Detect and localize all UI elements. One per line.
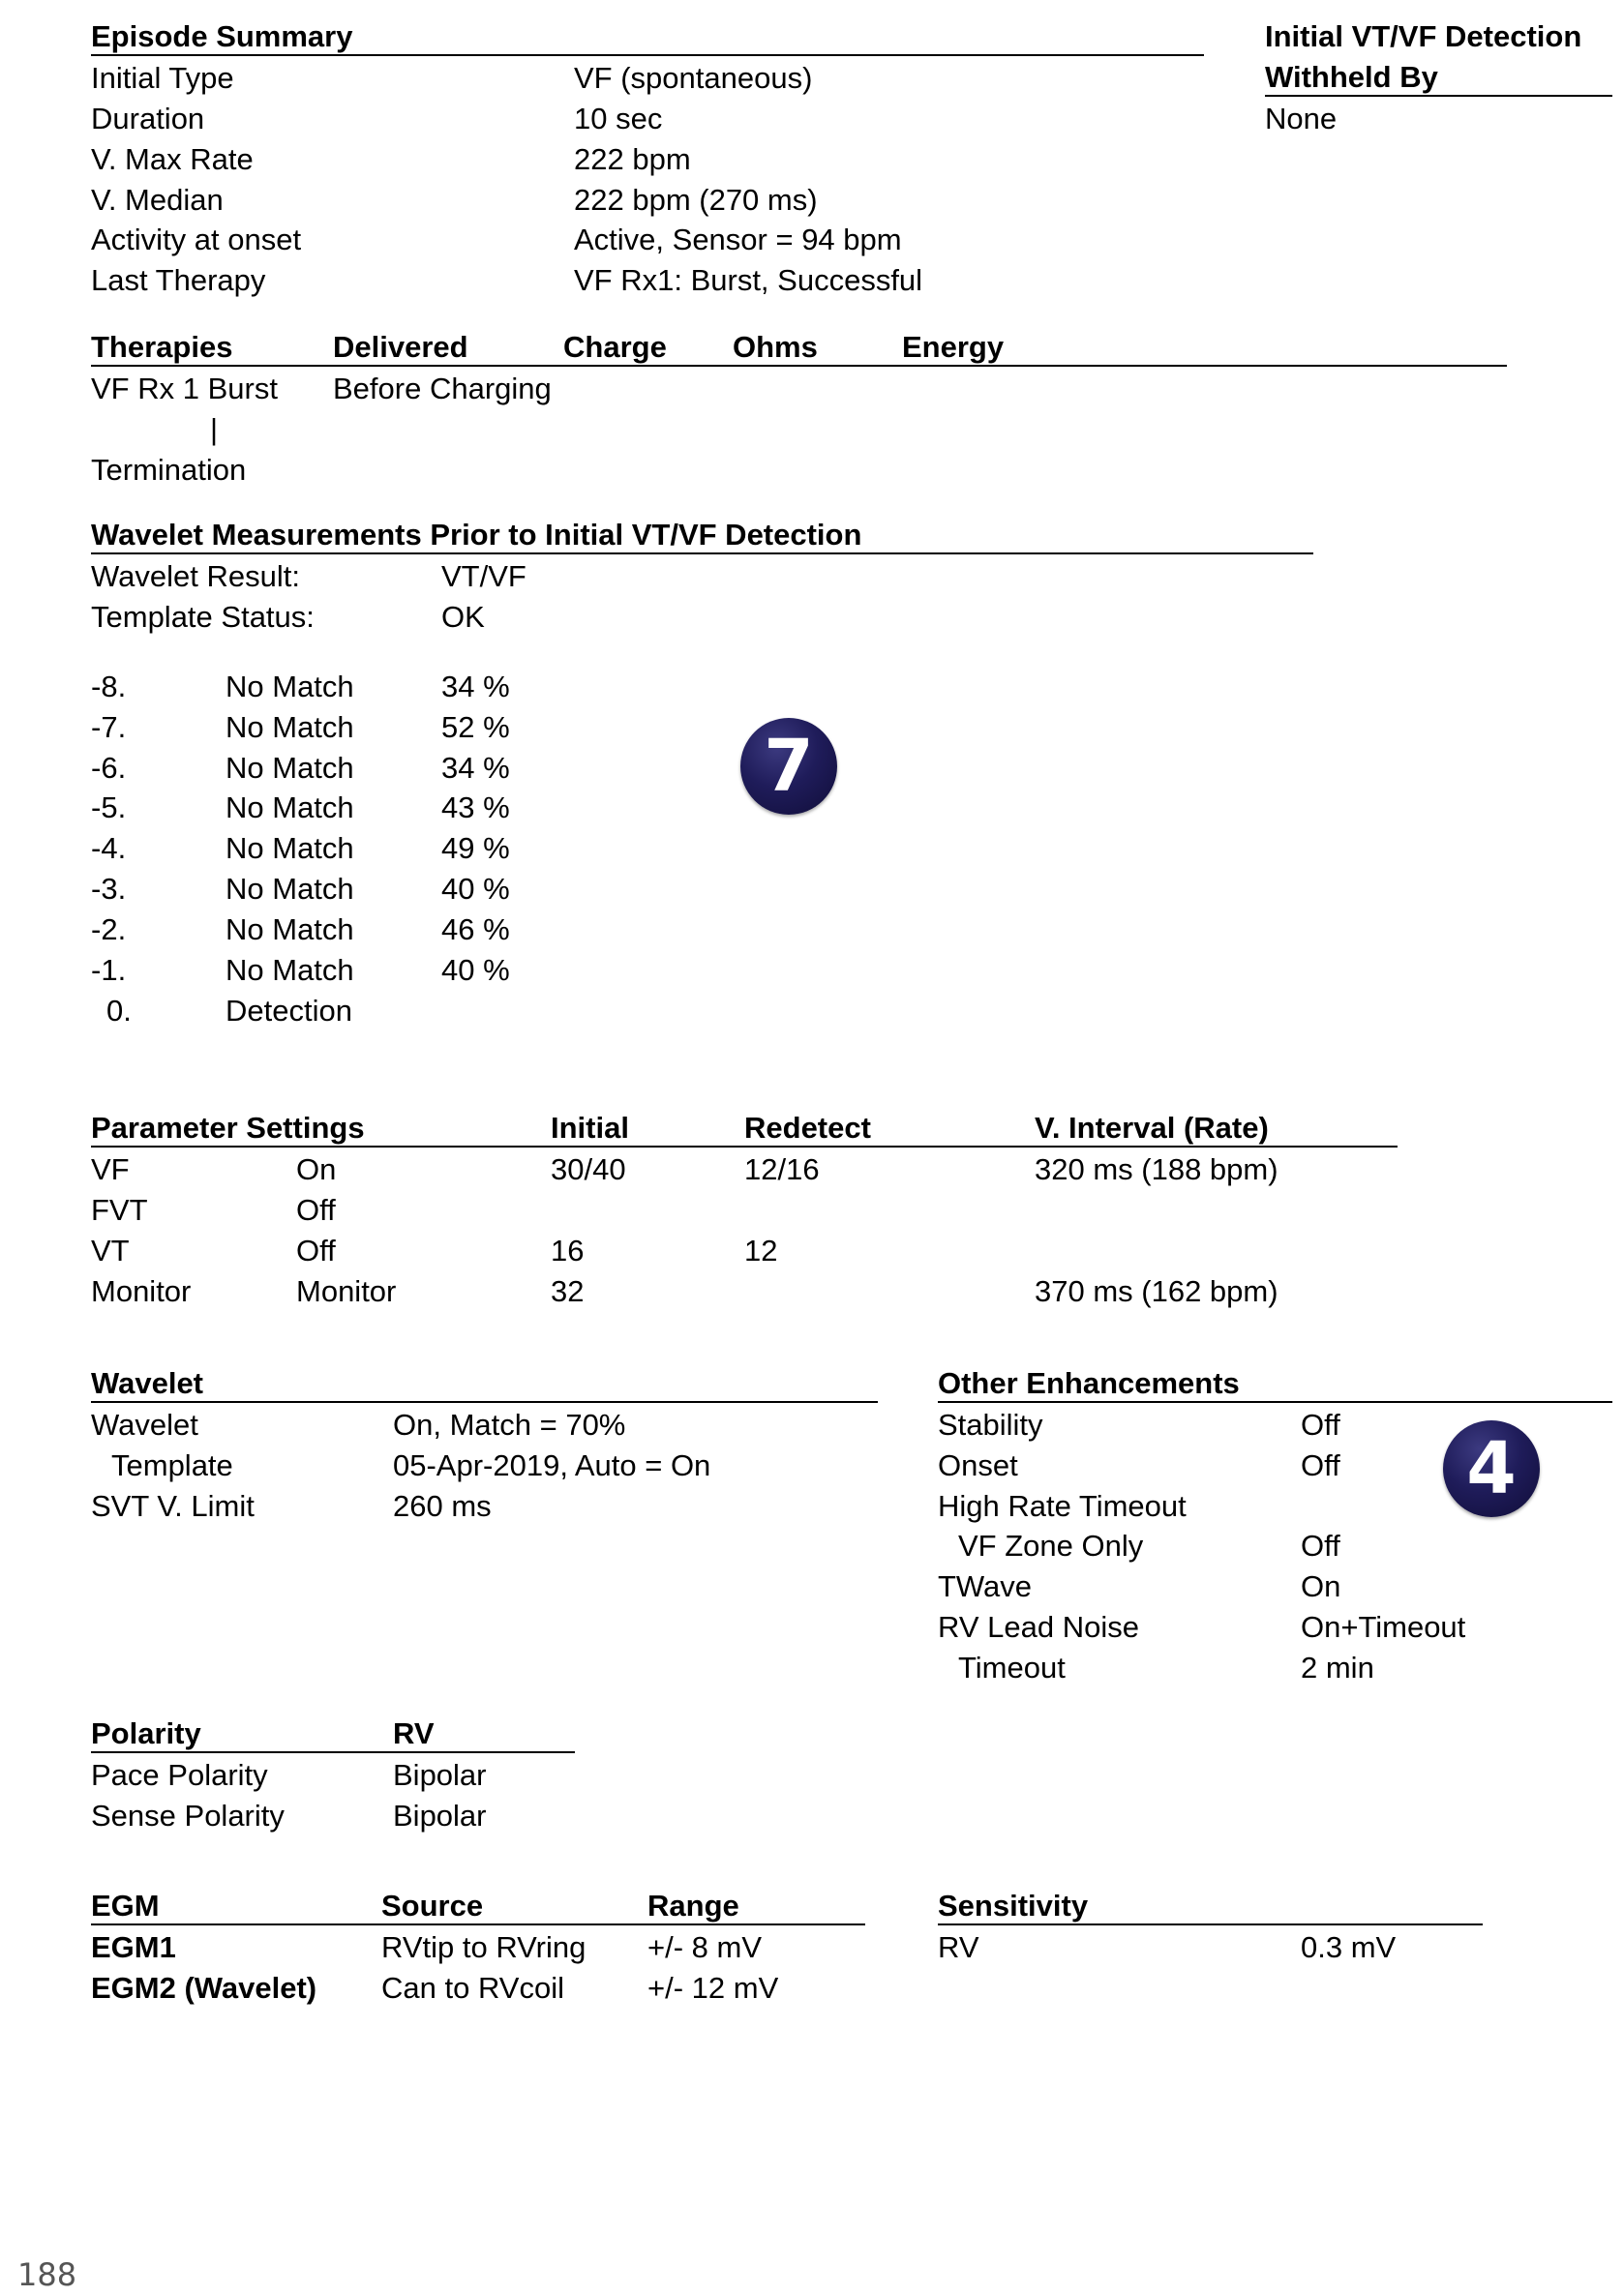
- egm-source: RVtip to RVring: [381, 1930, 586, 1964]
- measurement-percent: 46 %: [441, 912, 510, 946]
- polarity-header: Polarity: [91, 1716, 201, 1750]
- wavelet-result-value: VT/VF: [441, 559, 526, 593]
- param-redetect: 12/16: [744, 1152, 820, 1186]
- measurement-index: 0.: [106, 994, 132, 1028]
- summary-label: Duration: [91, 102, 205, 135]
- enhancement-value: Off: [1301, 1408, 1340, 1442]
- template-status-label: Template Status:: [91, 600, 315, 634]
- ohms-header: Ohms: [733, 330, 818, 364]
- wavelet-setting-label: Wavelet: [91, 1408, 198, 1442]
- therapies-rule: [91, 365, 1507, 367]
- wavelet-settings-rule: [91, 1401, 878, 1403]
- polarity-label: Sense Polarity: [91, 1799, 285, 1833]
- param-zone: VT: [91, 1234, 130, 1267]
- episode-summary-rule: [91, 54, 1204, 56]
- param-zone: FVT: [91, 1193, 148, 1227]
- parameter-settings-rule: [91, 1146, 1398, 1148]
- egm-source: Can to RVcoil: [381, 1971, 564, 2005]
- wavelet-setting-label: Template: [111, 1448, 233, 1482]
- wavelet-setting-value: 260 ms: [393, 1489, 492, 1523]
- param-initial: 16: [551, 1234, 585, 1267]
- measurement-status: No Match: [226, 953, 354, 987]
- polarity-value: Bipolar: [393, 1758, 487, 1792]
- measurement-status: No Match: [226, 710, 354, 744]
- measurement-status: No Match: [226, 670, 354, 703]
- callout-badge-icon: 4: [1443, 1420, 1540, 1517]
- param-zone: VF: [91, 1152, 130, 1186]
- polarity-value: Bipolar: [393, 1799, 487, 1833]
- measurement-percent: 34 %: [441, 751, 510, 785]
- template-status-value: OK: [441, 600, 485, 634]
- other-enhancements-rule: [938, 1401, 1612, 1403]
- measurement-status: Detection: [226, 994, 352, 1028]
- param-redetect: 12: [744, 1234, 778, 1267]
- enhancement-value: On+Timeout: [1301, 1610, 1466, 1644]
- enhancement-value: 2 min: [1301, 1651, 1374, 1685]
- enhancement-label: High Rate Timeout: [938, 1489, 1187, 1523]
- therapy-termination: Termination: [91, 453, 247, 487]
- egm-name: EGM2 (Wavelet): [91, 1971, 317, 2005]
- measurement-status: No Match: [226, 831, 354, 865]
- egm-header: EGM: [91, 1889, 160, 1923]
- enhancement-value: Off: [1301, 1448, 1340, 1482]
- measurement-index: -8.: [91, 670, 127, 703]
- enhancement-label: RV Lead Noise: [938, 1610, 1139, 1644]
- measurement-status: No Match: [226, 790, 354, 824]
- enhancement-value: Off: [1301, 1529, 1340, 1563]
- therapy-name: VF Rx 1 Burst: [91, 372, 278, 405]
- param-initial: 30/40: [551, 1152, 626, 1186]
- wavelet-setting-value: On, Match = 70%: [393, 1408, 626, 1442]
- measurement-status: No Match: [226, 912, 354, 946]
- polarity-label: Pace Polarity: [91, 1758, 268, 1792]
- therapy-connector: |: [210, 412, 219, 446]
- summary-label: Initial Type: [91, 61, 234, 95]
- enhancement-label: Stability: [938, 1408, 1043, 1442]
- measurement-index: -5.: [91, 790, 127, 824]
- sensitivity-value: 0.3 mV: [1301, 1930, 1397, 1964]
- rv-header: RV: [393, 1716, 435, 1750]
- charge-header: Charge: [563, 330, 667, 364]
- sensitivity-label: RV: [938, 1930, 979, 1964]
- delivered-header: Delivered: [333, 330, 468, 364]
- measurement-percent: 52 %: [441, 710, 510, 744]
- wavelet-settings-heading: Wavelet: [91, 1366, 204, 1400]
- therapies-header: Therapies: [91, 330, 233, 364]
- measurement-percent: 49 %: [441, 831, 510, 865]
- measurement-percent: 34 %: [441, 670, 510, 703]
- redetect-header: Redetect: [744, 1111, 871, 1145]
- enhancement-value: On: [1301, 1569, 1341, 1603]
- measurement-index: -4.: [91, 831, 127, 865]
- measurement-status: No Match: [226, 751, 354, 785]
- summary-value: 222 bpm: [574, 142, 691, 176]
- initial-header: Initial: [551, 1111, 629, 1145]
- summary-value: VF Rx1: Burst, Successful: [574, 263, 923, 297]
- range-header: Range: [647, 1889, 739, 1923]
- measurement-status: No Match: [226, 872, 354, 906]
- summary-value: Active, Sensor = 94 bpm: [574, 223, 902, 256]
- summary-label: V. Median: [91, 183, 224, 217]
- measurement-index: -6.: [91, 751, 127, 785]
- wavelet-setting-label: SVT V. Limit: [91, 1489, 255, 1523]
- sensitivity-rule: [938, 1923, 1483, 1925]
- interval-header: V. Interval (Rate): [1035, 1111, 1269, 1145]
- page-number: 188: [17, 2256, 77, 2293]
- param-state: Off: [296, 1234, 336, 1267]
- enhancement-label: Onset: [938, 1448, 1018, 1482]
- withheld-value: None: [1265, 102, 1338, 135]
- enhancement-label: VF Zone Only: [958, 1529, 1144, 1563]
- summary-value: 10 sec: [574, 102, 663, 135]
- measurement-percent: 40 %: [441, 872, 510, 906]
- withheld-heading-line1: Initial VT/VF Detection: [1265, 19, 1582, 53]
- other-enhancements-heading: Other Enhancements: [938, 1366, 1240, 1400]
- source-header: Source: [381, 1889, 484, 1923]
- therapy-delivered: Before Charging: [333, 372, 552, 405]
- measurement-index: -3.: [91, 872, 127, 906]
- egm-range: +/- 8 mV: [647, 1930, 763, 1964]
- measurement-index: -1.: [91, 953, 127, 987]
- summary-label: V. Max Rate: [91, 142, 254, 176]
- measurement-percent: 40 %: [441, 953, 510, 987]
- summary-value: VF (spontaneous): [574, 61, 813, 95]
- param-state: On: [296, 1152, 337, 1186]
- sensitivity-heading: Sensitivity: [938, 1889, 1089, 1923]
- wavelet-setting-value: 05-Apr-2019, Auto = On: [393, 1448, 711, 1482]
- enhancement-label: Timeout: [958, 1651, 1066, 1685]
- wavelet-measurements-rule: [91, 552, 1313, 554]
- summary-label: Activity at onset: [91, 223, 302, 256]
- callout-badge-icon: 7: [740, 718, 837, 815]
- egm-name: EGM1: [91, 1930, 176, 1964]
- enhancement-label: TWave: [938, 1569, 1033, 1603]
- parameter-settings-header: Parameter Settings: [91, 1111, 365, 1145]
- measurement-index: -7.: [91, 710, 127, 744]
- param-state: Off: [296, 1193, 336, 1227]
- withheld-heading-line2: Withheld By: [1265, 60, 1438, 94]
- episode-summary-heading: Episode Summary: [91, 19, 353, 53]
- wavelet-measurements-heading: Wavelet Measurements Prior to Initial VT/VF Detection: [91, 518, 862, 552]
- param-state: Monitor: [296, 1274, 397, 1308]
- measurement-percent: 43 %: [441, 790, 510, 824]
- withheld-rule: [1265, 95, 1612, 97]
- energy-header: Energy: [902, 330, 1005, 364]
- polarity-rule: [91, 1751, 575, 1753]
- measurement-index: -2.: [91, 912, 127, 946]
- param-interval: 370 ms (162 bpm): [1035, 1274, 1278, 1308]
- summary-label: Last Therapy: [91, 263, 266, 297]
- egm-range: +/- 12 mV: [647, 1971, 779, 2005]
- summary-value: 222 bpm (270 ms): [574, 183, 818, 217]
- param-initial: 32: [551, 1274, 585, 1308]
- egm-rule: [91, 1923, 865, 1925]
- wavelet-result-label: Wavelet Result:: [91, 559, 300, 593]
- param-interval: 320 ms (188 bpm): [1035, 1152, 1278, 1186]
- param-zone: Monitor: [91, 1274, 192, 1308]
